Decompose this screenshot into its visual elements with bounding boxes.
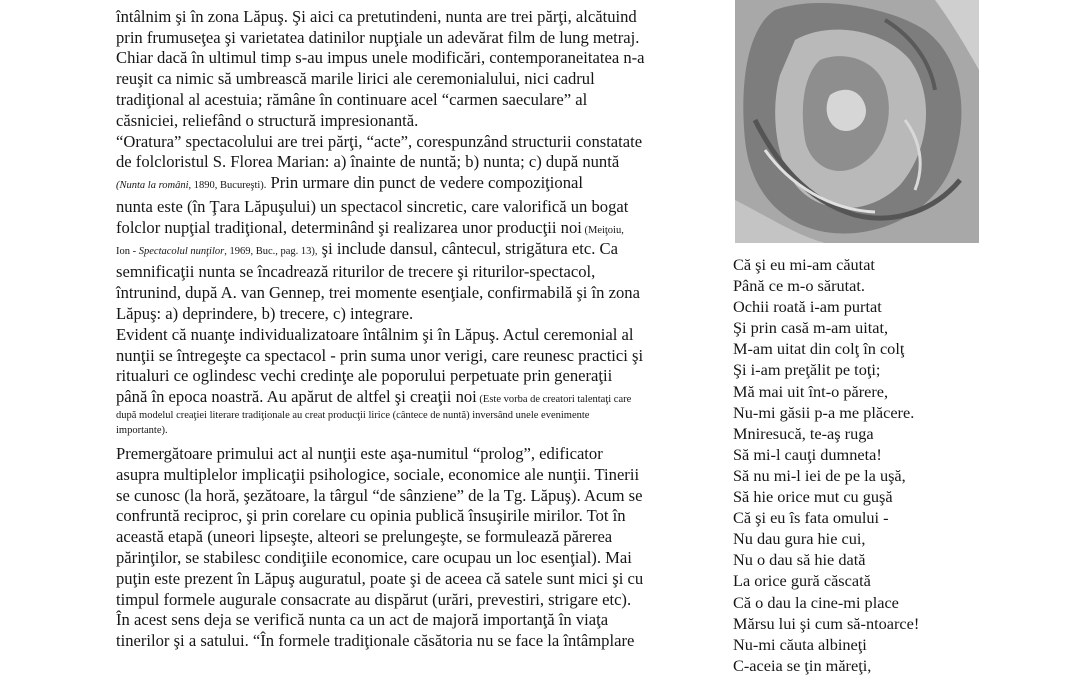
text-line: tinerilor şi a satului. “În formele tradiţionale căsătoria nu se face la întâmplare	[116, 631, 635, 651]
poem-line: Nu dau gura hie cui,	[733, 529, 866, 549]
text-line: puţin este prezent în Lăpuş auguratul, poate şi de aceea că satele sunt mici şi cu	[116, 568, 644, 588]
footnote-text: (Este vorba de creatori talentaţi care	[476, 394, 632, 406]
footnote-line: importante).	[116, 424, 168, 436]
poem-line: Şi i-am preţălit pe toţi;	[733, 360, 881, 380]
poem-line: Nu o dau să hie dată	[733, 550, 866, 570]
text-line	[116, 239, 718, 263]
text-line: nunta este (în Ţara Lăpuşului) un spectacol sincretic, care valorifică un bogat	[116, 196, 629, 216]
text-line: În acest sens deja se verifică nunta ca un act de majoră importanţă în viaţa	[116, 610, 609, 630]
text-line: căsniciei, reliefând o structură impresionantă.	[116, 110, 419, 130]
text-fragment: Prin urmare din punct de vedere compoziţional	[266, 173, 583, 193]
poem-line: Că şi eu îs fata omului -	[733, 508, 889, 528]
text-line: Evident că nuanţe individualizatoare întâlnim şi în Lăpuş. Actul ceremonial al	[116, 324, 634, 344]
text-line: ritualuri ce oglindesc vechi credinţe ale poporului perpetuate prin generaţii	[116, 366, 613, 386]
photo-illustration-icon	[735, 0, 979, 243]
text-line: Premergătoare primului act al nunţii este aşa-numitul “prolog”, edificator	[116, 443, 603, 463]
text-line: timpul formele augurale consacrate au dispărut (urări, prevestiri, strigare etc).	[116, 589, 632, 609]
text-line: confruntă reciproc, şi prin corelare cu opinia publică însuşirile mirilor. Tot în	[116, 506, 626, 526]
text-line: Lăpuş: a) deprindere, b) trecere, c) integrare.	[116, 303, 414, 323]
text-line: întrunind, după A. van Gennep, trei momente esenţiale, confirmabilă şi în zona	[116, 283, 640, 303]
text-line: semnificaţii nunta se încadrează riturilor de trecere şi riturilor-spectacol,	[116, 262, 596, 282]
poem-line: Să nu mi-l iei de pe la uşă,	[733, 465, 906, 485]
poem-column	[733, 254, 1033, 675]
poem-line: Mniresucă, te-aş ruga	[733, 423, 874, 443]
poem-line: Şi prin casă m-am uitat,	[733, 318, 889, 338]
citation-text: , 1969, Buc., pag. 13),	[224, 245, 318, 257]
citation-italic: Spectacolul nunţilor	[138, 245, 225, 257]
citation-text: (Meiţoiu,	[581, 224, 624, 236]
poem-line: Să mi-l cauţi dumneta!	[733, 444, 882, 464]
poem-line: Nu-mi căuta albineţi	[733, 634, 867, 654]
text-line: “Oratura” spectacolului are trei părţi, “acte”, corespunzând structurii constatate	[116, 131, 643, 151]
text-line: întâlnim şi în zona Lăpuş. Şi aici ca pretutindeni, nunta are trei părţi, alcătuind	[116, 6, 637, 26]
text-line: nunţii se întregeşte ca spectacol - prin suma unor verigi, care reunesc practici şi	[116, 345, 644, 365]
poem-line: Nu-mi găsii p-a me plăcere.	[733, 402, 915, 422]
text-line: părinţilor, se stabilesc condiţiile economice, care ocupau un loc esenţial). Mai	[116, 547, 632, 567]
poem-line: M-am uitat din colţ în colţ	[733, 339, 905, 359]
poem-line: Până ce m-o sărutat.	[733, 276, 866, 296]
text-fragment: până în epoca noastră. Au apărut de altfel şi creaţii noi	[116, 387, 477, 407]
poem-line: La orice gură căscată	[733, 571, 871, 591]
poem-line: Că o dau la cine-mi place	[733, 592, 899, 612]
poem-line: Mă mai uit înt-o părere,	[733, 381, 889, 401]
poem-line: Mărsu lui şi cum să-ntoarce!	[733, 613, 920, 633]
carved-stone-figure-photo	[735, 0, 979, 243]
citation-text: , 1890, Bucureşti).	[188, 180, 267, 192]
poem-line: Ochii roată i-am purtat	[733, 297, 882, 317]
poem-line: Că şi eu mi-am căutat	[733, 255, 875, 274]
poem-line: Să hie orice mut cu guşă	[733, 487, 893, 507]
text-line: de folcloristul S. Florea Marian: a) înainte de nuntă; b) nunta; c) după nuntă	[116, 152, 620, 172]
paragraph-4	[116, 444, 718, 652]
footnote-line: după modelul creaţiei literare tradiţionale au creat producţii lirice (cântece de nuntă) inversând unele evenimente	[116, 409, 590, 421]
text-line	[116, 387, 718, 408]
text-fragment: şi include dansul, cântecul, strigătura etc. Ca	[317, 238, 618, 258]
paragraph-1	[116, 0, 718, 132]
main-text-column	[116, 0, 718, 652]
text-line: reuşit ca nimic să umbrească marile lirici ale ceremonialului, nici cadrul	[116, 69, 595, 89]
text-line	[116, 218, 718, 239]
text-line	[116, 173, 718, 197]
text-line	[116, 0, 718, 7]
text-line: prin frumuseţea şi varietatea datinilor nupţiale un adevărat film de lung metraj.	[116, 27, 640, 47]
text-line: tradiţional al acestuia; rămâne în continuare acel “carmen saeculare” al	[116, 89, 588, 109]
citation-italic: (Nunta la români	[116, 180, 189, 192]
text-line: se cunosc (la horă, şezătoare, la târgul “de sânziene” de la Tg. Lăpuş). Acum se	[116, 485, 643, 505]
text-fragment: folclor nupţial tradiţional, determinând şi realizarea unor producţii noi	[116, 217, 582, 237]
poem-line: C-aceia se ţin măreţi,	[733, 655, 872, 675]
text-line: această etapă (uneori lipseşte, alteori se prelungeşte, se formulează părerea	[116, 527, 613, 547]
text-line: Chiar dacă în ultimul timp s-au impus unele modificări, contemporaneitatea n-a	[116, 48, 645, 68]
paragraph-2	[116, 132, 718, 325]
text-line: asupra multiplelor implicaţii psihologice, sociale, economice ale nunţii. Tinerii	[116, 464, 640, 484]
citation-text: Ion -	[116, 245, 139, 257]
paragraph-3	[116, 325, 718, 438]
